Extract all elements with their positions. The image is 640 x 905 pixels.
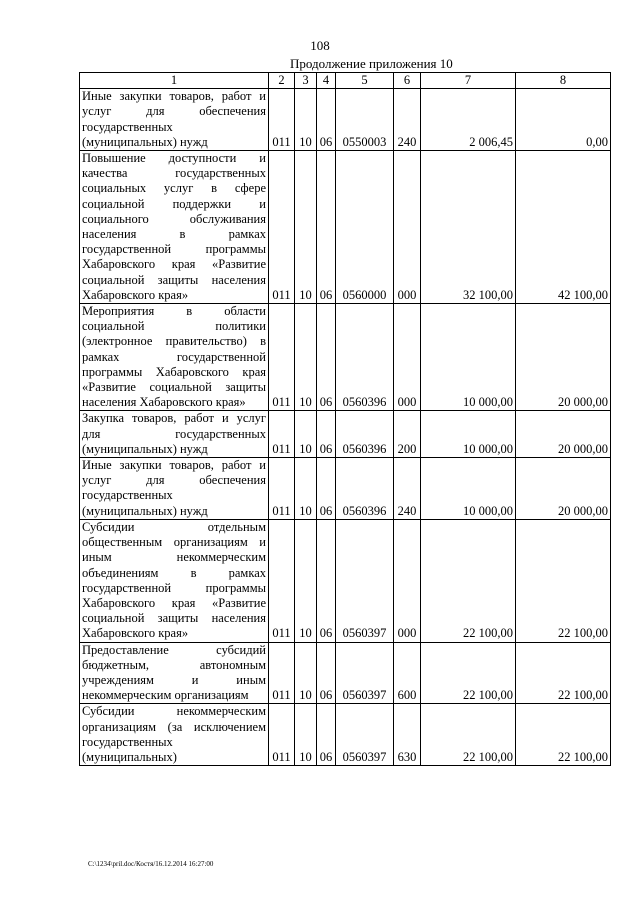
row-code-expense: 000 xyxy=(394,519,421,642)
row-code-ministry: 011 xyxy=(269,519,295,642)
row-code-expense: 240 xyxy=(394,89,421,151)
budget-table xyxy=(79,72,611,766)
row-code-target: 0550003 xyxy=(336,89,394,151)
header-col-4: 4 xyxy=(317,73,336,89)
row-amount-1: 10 000,00 xyxy=(421,304,516,411)
row-code-section: 10 xyxy=(295,519,317,642)
table-row xyxy=(80,704,611,766)
row-code-expense: 240 xyxy=(394,458,421,520)
row-amount-1: 32 100,00 xyxy=(421,151,516,304)
row-code-subsection: 06 xyxy=(317,151,336,304)
row-code-section: 10 xyxy=(295,704,317,766)
table-row xyxy=(80,642,611,704)
table-row xyxy=(80,458,611,520)
header-col-3: 3 xyxy=(295,73,317,89)
row-code-section: 10 xyxy=(295,304,317,411)
row-code-ministry: 011 xyxy=(269,151,295,304)
row-code-expense: 200 xyxy=(394,411,421,458)
row-amount-2: 20 000,00 xyxy=(516,304,611,411)
header-row xyxy=(80,73,611,89)
row-code-subsection: 06 xyxy=(317,642,336,704)
table-row xyxy=(80,304,611,411)
row-name: Закупка товаров, работ и услуг для государственных (муниципальных) нужд xyxy=(80,411,269,458)
row-code-section: 10 xyxy=(295,642,317,704)
row-name: Мероприятия в области социальной политики (электронное правительство) в рамках государственной программы Хабаровского края «Развитие социальной защиты населения Хабаровского края» xyxy=(80,304,269,411)
row-code-target: 0560396 xyxy=(336,304,394,411)
row-amount-1: 22 100,00 xyxy=(421,704,516,766)
row-amount-2: 22 100,00 xyxy=(516,704,611,766)
row-code-target: 0560396 xyxy=(336,411,394,458)
row-amount-2: 22 100,00 xyxy=(516,519,611,642)
page-number: 108 xyxy=(310,38,330,53)
row-code-target: 0560397 xyxy=(336,642,394,704)
row-code-subsection: 06 xyxy=(317,304,336,411)
header-col-8: 8 xyxy=(516,73,611,89)
table-row xyxy=(80,89,611,151)
row-name: Субсидии отдельным общественным организациям и иным некоммерческим объединениям в рамках государственной программы Хабаровского края «Развитие социальной защиты населения Хабаровского края» xyxy=(80,519,269,642)
table-row xyxy=(80,151,611,304)
row-code-ministry: 011 xyxy=(269,304,295,411)
row-amount-1: 10 000,00 xyxy=(421,411,516,458)
row-code-ministry: 011 xyxy=(269,704,295,766)
row-amount-1: 22 100,00 xyxy=(421,519,516,642)
row-name: Субсидии некоммерческим организациям (за исключением государственных (муниципальных) xyxy=(80,704,269,766)
row-code-expense: 630 xyxy=(394,704,421,766)
row-amount-2: 20 000,00 xyxy=(516,458,611,520)
row-code-target: 0560396 xyxy=(336,458,394,520)
row-amount-1: 10 000,00 xyxy=(421,458,516,520)
row-code-subsection: 06 xyxy=(317,519,336,642)
row-code-ministry: 011 xyxy=(269,458,295,520)
table-row xyxy=(80,519,611,642)
row-code-ministry: 011 xyxy=(269,411,295,458)
appendix-caption: Продолжение приложения 10 xyxy=(290,56,453,71)
row-name: Иные закупки товаров, работ и услуг для обеспечения государственных (муниципальных) нужд xyxy=(80,89,269,151)
row-code-expense: 000 xyxy=(394,304,421,411)
header-col-2: 2 xyxy=(269,73,295,89)
row-amount-2: 22 100,00 xyxy=(516,642,611,704)
header-col-7: 7 xyxy=(421,73,516,89)
row-amount-2: 42 100,00 xyxy=(516,151,611,304)
row-code-target: 0560000 xyxy=(336,151,394,304)
row-code-subsection: 06 xyxy=(317,411,336,458)
row-code-section: 10 xyxy=(295,411,317,458)
header-col-5: 5 xyxy=(336,73,394,89)
row-code-subsection: 06 xyxy=(317,704,336,766)
row-code-expense: 000 xyxy=(394,151,421,304)
row-amount-2: 20 000,00 xyxy=(516,411,611,458)
header-col-1: 1 xyxy=(80,73,269,89)
row-amount-1: 2 006,45 xyxy=(421,89,516,151)
row-code-ministry: 011 xyxy=(269,642,295,704)
row-code-target: 0560397 xyxy=(336,519,394,642)
row-code-section: 10 xyxy=(295,151,317,304)
row-name: Повышение доступности и качества государственных социальных услуг в сфере социальной поддержки и социального обслуживания населения в рамках государственной программы Хабаровского края «Развитие социальной защиты населения Хабаровского края» xyxy=(80,151,269,304)
row-code-subsection: 06 xyxy=(317,89,336,151)
file-path-footer: C:\1234\pril.doc/Костя/16.12.2014 16:27:00 xyxy=(88,860,214,868)
row-amount-1: 22 100,00 xyxy=(421,642,516,704)
row-name: Предоставление субсидий бюджетным, автономным учреждениям и иным некоммерческим организациям xyxy=(80,642,269,704)
row-name: Иные закупки товаров, работ и услуг для обеспечения государственных (муниципальных) нужд xyxy=(80,458,269,520)
row-code-ministry: 011 xyxy=(269,89,295,151)
row-code-subsection: 06 xyxy=(317,458,336,520)
row-code-section: 10 xyxy=(295,458,317,520)
row-amount-2: 0,00 xyxy=(516,89,611,151)
header-col-6: 6 xyxy=(394,73,421,89)
row-code-section: 10 xyxy=(295,89,317,151)
row-code-expense: 600 xyxy=(394,642,421,704)
row-code-target: 0560397 xyxy=(336,704,394,766)
table-row xyxy=(80,411,611,458)
